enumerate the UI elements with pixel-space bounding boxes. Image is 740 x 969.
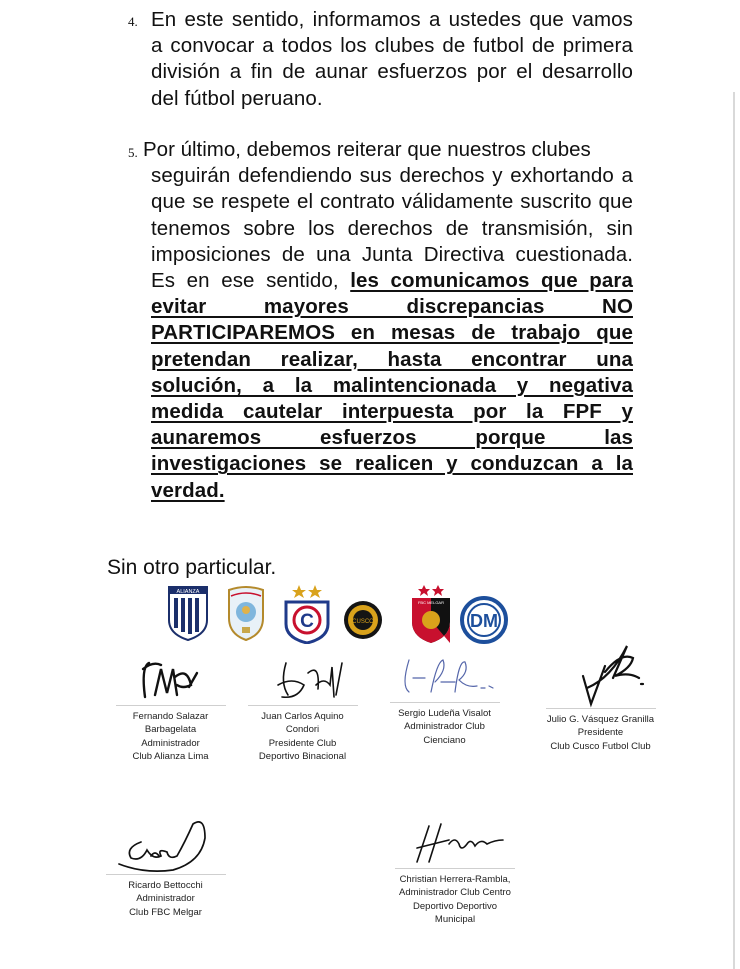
paragraph-plain-text: seguirán defendiendo sus derechos y exhortando a que se respete el contrato válidamente suscrito que tenemos sobre los derechos de transmisión, sin imposiciones de una Junta Directiva cuestionada. Es en ese sentido,: [151, 164, 633, 292]
signatory-name-line-2: Barbagelata: [144, 724, 197, 736]
signatory-block: [538, 638, 663, 753]
melgar-crest: [409, 582, 453, 644]
signature-mark: [131, 655, 211, 705]
signatory-title-line-1: Administrador: [141, 737, 200, 749]
signatory-title-line-1: Presidente Club: [268, 737, 337, 749]
signature-line: [106, 874, 226, 875]
cienciano-crest-text: C: [300, 611, 314, 632]
signatory-block: [98, 812, 233, 919]
list-item-5: [120, 137, 634, 537]
signatory-title-line-1: Administrador Club Centro: [399, 887, 511, 899]
signatory-name-line-2: Condori: [285, 724, 320, 736]
signatory-name-line-1: Fernando Salazar: [132, 711, 209, 722]
list-number: 5.: [128, 145, 138, 160]
signatory-name-line-1: Christian Herrera-Rambla,: [399, 874, 511, 885]
cusco-fc-crest: [343, 582, 383, 644]
paragraph-text: [151, 163, 633, 504]
signature-mark: [385, 652, 505, 702]
signature-line: [248, 705, 358, 706]
alianza-lima-crest: [165, 582, 211, 642]
paragraph-text: En este sentido, informamos a ustedes que vamos a convocar a todos los clubes de futbol de primera división a fin de aunar esfuerzos por el desarrollo del fútbol peruano.: [151, 8, 633, 110]
signatory-name-line-1: Ricardo Bettocchi: [128, 880, 203, 891]
signature-mark: [111, 812, 221, 874]
signatory-title-line-1: Administrador Club: [404, 721, 485, 733]
signatory-name-line-1: Julio G. Vásquez Granilla: [546, 714, 655, 725]
list-item-4: [120, 7, 634, 115]
signature-mark: [395, 818, 515, 868]
signature-mark: [258, 655, 348, 705]
signatory-title-line-3: Municipal: [434, 913, 476, 925]
list-number: 4.: [128, 14, 138, 29]
signature-mark: [551, 638, 651, 708]
signatory-block: [108, 655, 233, 763]
signature-line: [395, 868, 515, 869]
signatory-title-line-2: Deportivo Binacional: [258, 750, 347, 762]
paragraph-first-line: Por último, debemos reiterar que nuestros clubes: [143, 138, 591, 161]
signatory-title-line-2: Club Alianza Lima: [132, 750, 209, 762]
binacional-crest: [225, 582, 267, 642]
signatory-block: [380, 818, 530, 926]
paragraph-emphasis-text: les comunicamos que para evitar mayores discrepancias NO PARTICIPAREMOS en mesas de trabajo que pretendan realizar, hasta encontrar una solución, a la malintencionada y negativa medida cautelar interpuesta por la FPF y aunaremos esfuerzos porque las investigaciones se realicen y conduzcan a la verdad.: [151, 269, 634, 502]
page-edge-shadow: [733, 92, 735, 969]
signatory-title-line-2: Cienciano: [423, 734, 466, 746]
signatory-title-line-2: Deportivo Deportivo: [413, 900, 497, 912]
signatory-name-line-1: Sergio Ludeña Visalot: [398, 708, 491, 719]
signature-line: [390, 702, 500, 703]
signatory-title-line-1: Administrador: [136, 893, 195, 905]
signatory-name-line-1: Juan Carlos Aquino: [261, 711, 344, 722]
melgar-crest-text: FBC MELGAR: [417, 600, 445, 605]
signatory-title-line-2: Club FBC Melgar: [129, 906, 202, 918]
municipal-crest: [459, 582, 509, 644]
signature-line: [546, 708, 656, 709]
signatory-title-line-1: Presidente: [577, 727, 624, 739]
closing-line: Sin otro particular.: [107, 556, 277, 578]
cienciano-crest: [282, 582, 332, 644]
cusco-crest-text: CUSCO: [352, 619, 374, 625]
signatory-block: [240, 655, 365, 763]
club-logos-row: [165, 582, 515, 644]
municipal-crest-text: DM: [470, 611, 498, 631]
signatory-title-line-2: Club Cusco Futbol Club: [550, 740, 651, 752]
signatory-block: [382, 652, 507, 747]
signature-line: [116, 705, 226, 706]
alianza-crest-text: ALIANZA: [176, 589, 200, 595]
